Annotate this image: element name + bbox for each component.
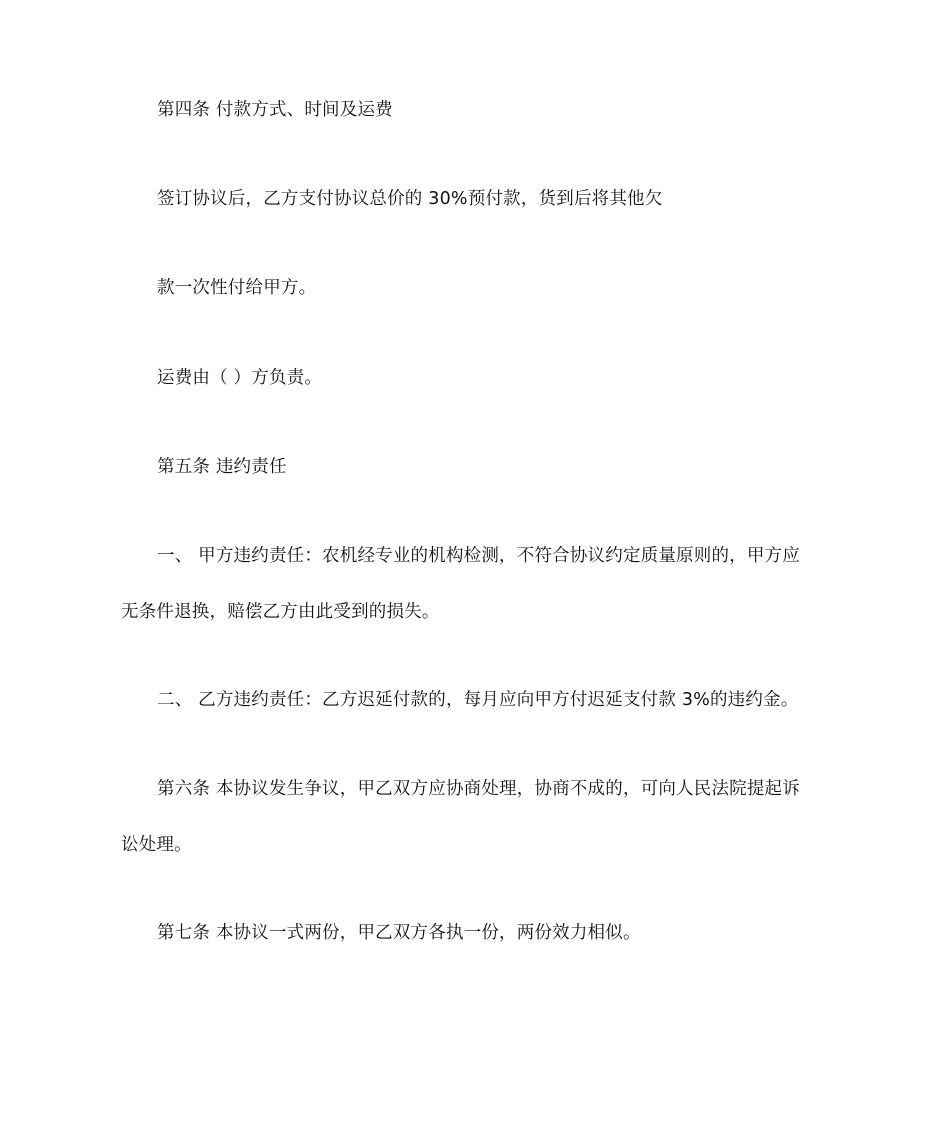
article-5-heading: 第五条 违约责任 (157, 457, 287, 477)
party-a-liability-line-2: 无条件退换，赔偿乙方由此受到的损失。 (121, 602, 440, 622)
article-7: 第七条 本协议一式两份，甲乙双方各执一份，两份效力相似。 (157, 923, 641, 943)
article-6-line-2: 讼处理。 (121, 835, 192, 855)
article-4-heading: 第四条 付款方式、时间及运费 (157, 100, 393, 120)
freight-clause: 运费由（ ）方负责。 (157, 368, 323, 388)
payment-clause-line-1: 签订协议后，乙方支付协议总价的 30%预付款，货到后将其他欠 (157, 189, 663, 209)
party-b-liability: 二、 乙方违约责任：乙方迟延付款的，每月应向甲方付迟延支付款 3%的违约金。 (157, 690, 799, 710)
payment-clause-line-2: 款一次性付给甲方。 (157, 278, 317, 298)
party-a-liability-line-1: 一、 甲方违约责任：农机经专业的机构检测，不符合协议约定质量原则的，甲方应 (157, 546, 800, 566)
article-6-line-1: 第六条 本协议发生争议，甲乙双方应协商处理，协商不成的，可向人民法院提起诉 (157, 779, 800, 799)
